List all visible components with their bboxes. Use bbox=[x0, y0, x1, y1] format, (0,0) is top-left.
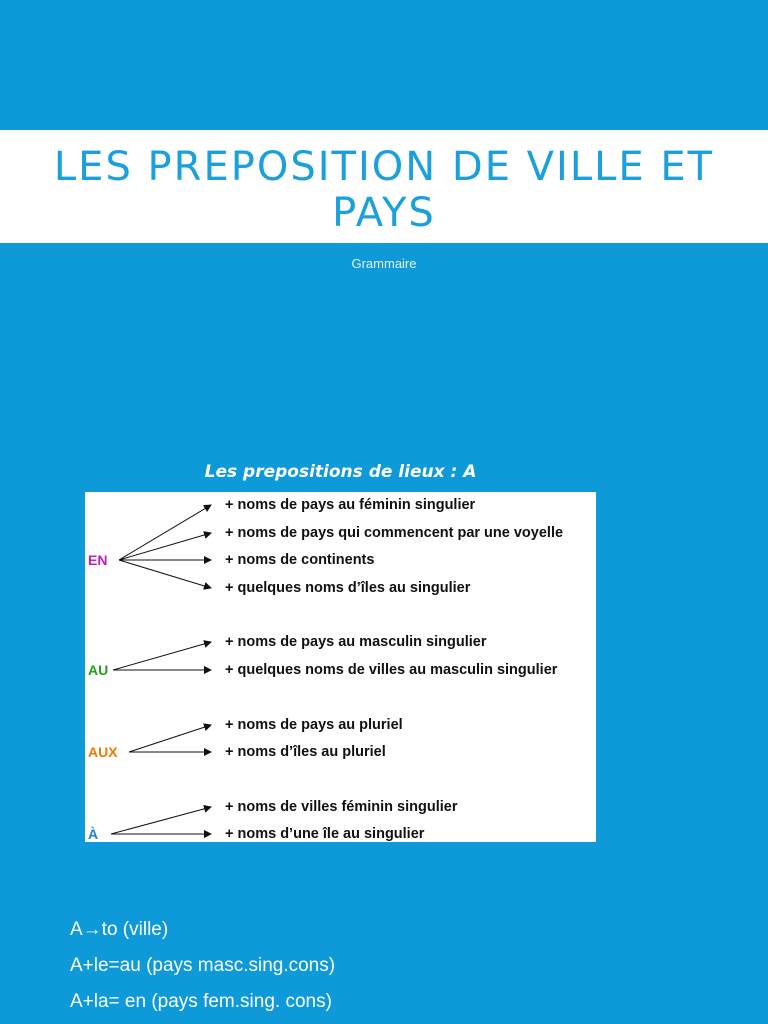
a-item-1: + noms de villes féminin singulier bbox=[225, 799, 458, 815]
au-item-2: + quelques noms de villes au masculin singulier bbox=[225, 662, 558, 678]
en-item-4: + quelques noms d’îles au singulier bbox=[225, 580, 471, 596]
arrow-en-4 bbox=[119, 560, 211, 588]
note-line-1: A→to (ville) bbox=[70, 919, 169, 940]
note-line-2: A+le=au (pays masc.sing.cons) bbox=[70, 955, 336, 976]
slide-title: LES PREPOSITION DE VILLE ET PAYS bbox=[53, 144, 715, 236]
a-item-2: + noms d’une île au singulier bbox=[225, 826, 425, 842]
note-line-3: A+la= en (pays fem.sing. cons) bbox=[70, 991, 332, 1012]
en-item-1: + noms de pays au féminin singulier bbox=[225, 497, 476, 513]
en-item-2: + noms de pays qui commencent par une voyelle bbox=[225, 525, 564, 541]
aux-item-2: + noms d’îles au pluriel bbox=[225, 744, 386, 760]
prep-au-label: AU bbox=[88, 662, 109, 678]
en-item-3: + noms de continents bbox=[225, 552, 375, 568]
arrow-aux-1 bbox=[129, 725, 211, 752]
notes-list bbox=[70, 912, 335, 1020]
prep-aux-label: AUX bbox=[88, 744, 118, 760]
arrow-a-1 bbox=[111, 807, 211, 834]
prep-a-label: À bbox=[88, 826, 99, 842]
arrow-en-2 bbox=[119, 533, 211, 560]
aux-item-1: + noms de pays au pluriel bbox=[225, 717, 403, 733]
figure-caption: Les prepositions de lieux : A bbox=[204, 462, 477, 482]
slide-subtitle: Grammaire bbox=[351, 256, 417, 271]
prep-en-label: EN bbox=[88, 552, 108, 568]
arrow-au-1 bbox=[113, 642, 211, 670]
prepositions-figure bbox=[85, 492, 596, 842]
au-item-1: + noms de pays au masculin singulier bbox=[225, 634, 487, 650]
arrow-en-1 bbox=[119, 505, 211, 560]
